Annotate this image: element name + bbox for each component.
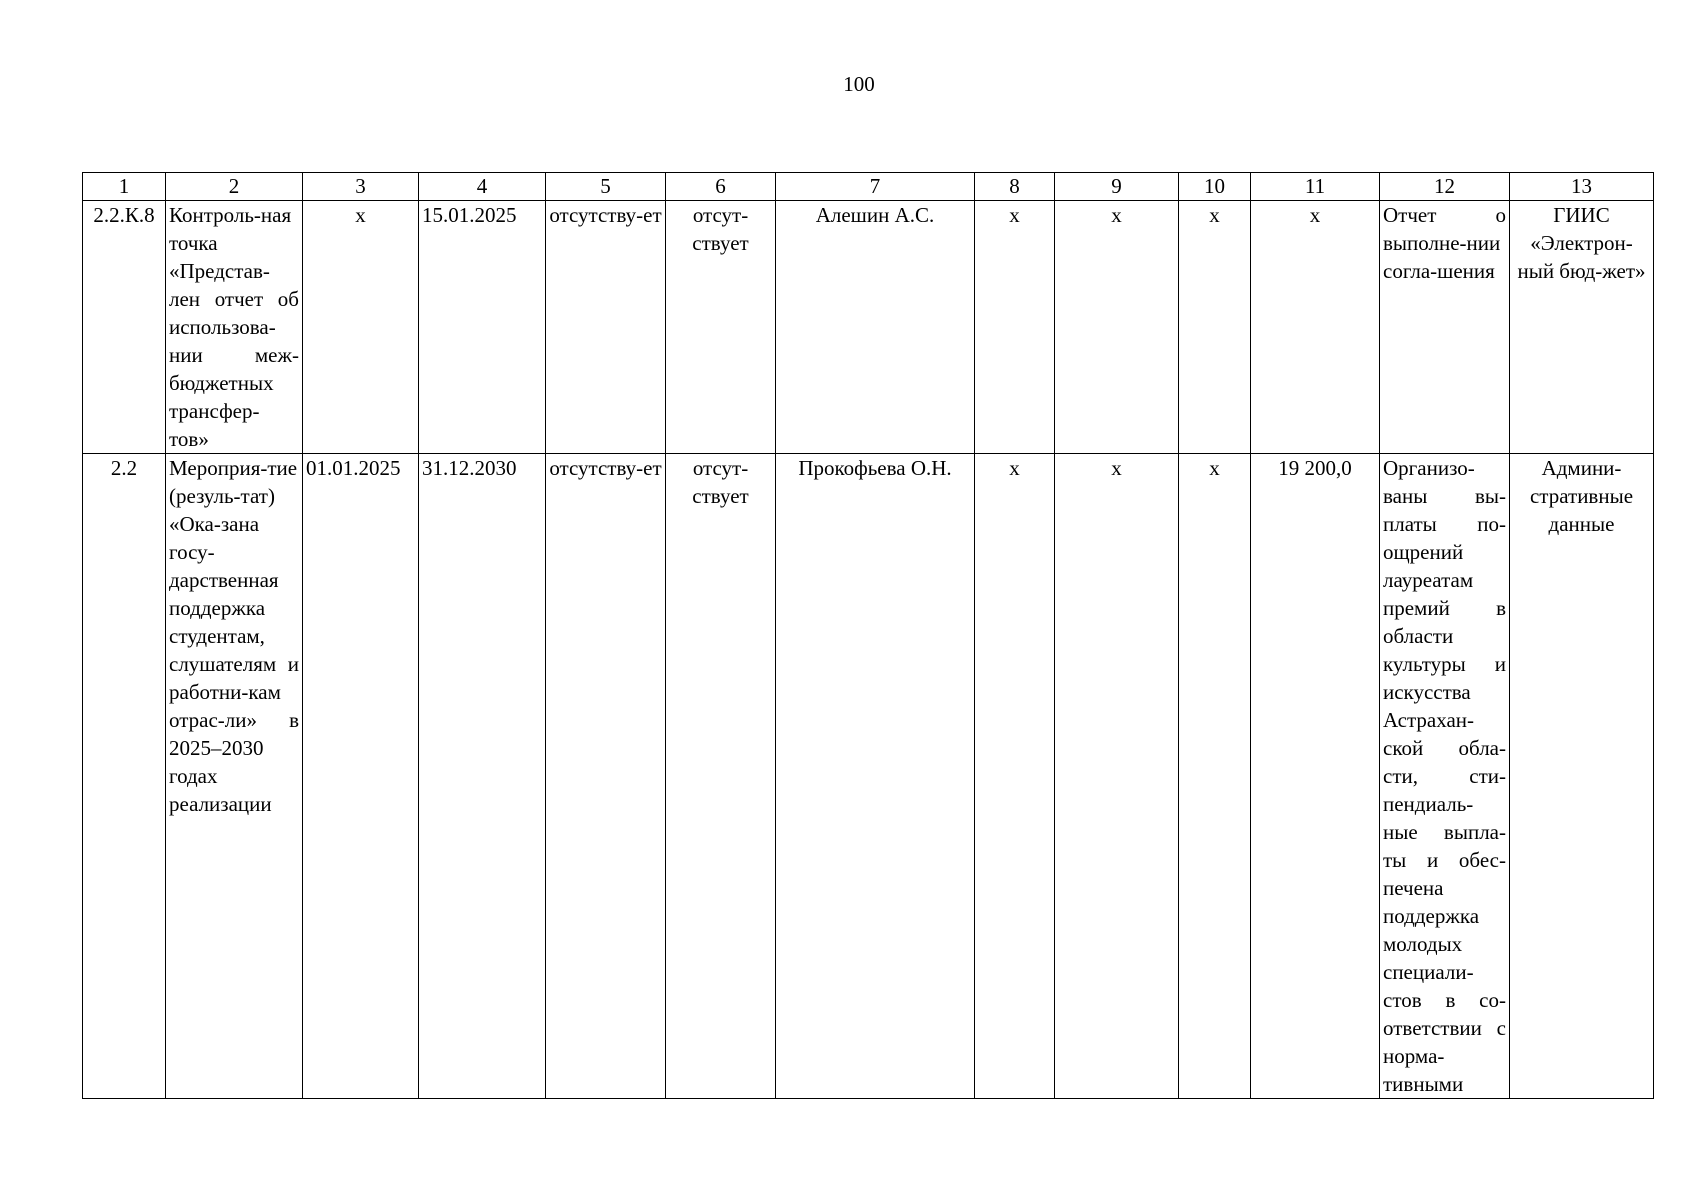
row-col11: 19 200,0 xyxy=(1251,454,1380,1099)
row-start-date: 01.01.2025 xyxy=(303,454,419,1099)
row-col9: х xyxy=(1055,454,1179,1099)
table-row xyxy=(83,454,1654,1099)
page-number: 100 xyxy=(843,72,875,96)
column-number: 10 xyxy=(1179,173,1251,201)
column-number: 9 xyxy=(1055,173,1179,201)
row-source: Админи-стративные данные xyxy=(1510,454,1654,1099)
row-source: ГИИС «Электрон-ный бюд-жет» xyxy=(1510,201,1654,454)
row-col10: х xyxy=(1179,201,1251,454)
row-col8: х xyxy=(975,454,1055,1099)
row-result: Отчет о выполне-нии согла-шения xyxy=(1380,201,1510,454)
column-number: 8 xyxy=(975,173,1055,201)
row-result: Организо-ваны вы-платы по-ощрений лауреатам премий в области культуры и искусства Астрахан-ской обла-сти, сти-пендиаль-ные выпла-ты и обес-печена поддержка молодых специали-стов в со-ответствии с норма-тивными xyxy=(1380,454,1510,1099)
row-end-date: 31.12.2030 xyxy=(419,454,546,1099)
column-number: 4 xyxy=(419,173,546,201)
row-col6: отсут-ствует xyxy=(666,454,776,1099)
row-responsible: Алешин А.С. xyxy=(776,201,975,454)
column-number: 12 xyxy=(1380,173,1510,201)
column-number: 11 xyxy=(1251,173,1380,201)
row-name: Мероприя-тие (резуль-тат) «Ока-зана госу-дарственная поддержка студентам, слушателям и работни-кам отрас-ли» в 2025–2030 годах реализации xyxy=(166,454,303,1099)
column-number: 3 xyxy=(303,173,419,201)
row-col11: х xyxy=(1251,201,1380,454)
row-col5: отсутству-ет xyxy=(546,201,666,454)
table-row xyxy=(83,201,1654,454)
row-col5: отсутству-ет xyxy=(546,454,666,1099)
row-name: Контроль-ная точка «Представ-лен отчет об использова-нии меж-бюджетных трансфер-тов» xyxy=(166,201,303,454)
row-col8: х xyxy=(975,201,1055,454)
row-code: 2.2 xyxy=(83,454,166,1099)
row-end-date: 15.01.2025 xyxy=(419,201,546,454)
column-number-row xyxy=(83,173,1654,201)
row-code: 2.2.К.8 xyxy=(83,201,166,454)
column-number: 5 xyxy=(546,173,666,201)
column-number: 2 xyxy=(166,173,303,201)
row-col9: х xyxy=(1055,201,1179,454)
column-number: 7 xyxy=(776,173,975,201)
row-col6: отсут-ствует xyxy=(666,201,776,454)
column-number: 13 xyxy=(1510,173,1654,201)
row-col10: х xyxy=(1179,454,1251,1099)
data-table xyxy=(82,172,1654,1099)
column-number: 1 xyxy=(83,173,166,201)
row-responsible: Прокофьева О.Н. xyxy=(776,454,975,1099)
row-start-date: х xyxy=(303,201,419,454)
column-number: 6 xyxy=(666,173,776,201)
